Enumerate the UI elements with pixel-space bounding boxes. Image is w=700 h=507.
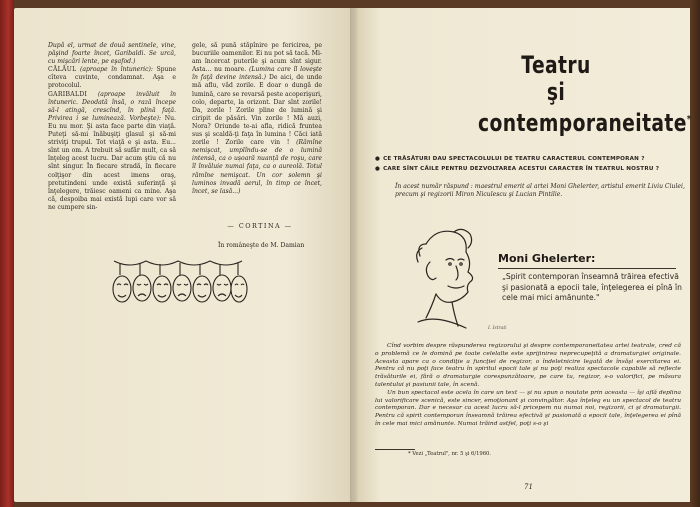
dialogue-text: De aici, de unde mă aflu, văd zorile. E doar o dungă de lumină, care se revarsă peste acoperişuri, colo, departe, la orizont. Dar sînt zorile! Da, zorile ! Zorile pline de lumină şi ciripit de păsări. Vin zorile ! Mă auzi, Nora? Oriunde te-ai afla, ridică fruntea sus şi scaldă-ţi faţa în lumina ! Căci iată zorile ! Zorile care vin ! xyxy=(192,74,322,147)
character-name: GARIBALDI xyxy=(48,90,88,98)
page-gutter xyxy=(350,8,358,502)
dialogue-text: Nu. Eu nu mor. Şi asta face parte din viaţă. Puteţi să-mi înăbuşiţi glasul şi să-mi striviţi trupul. Tot viaţă e şi asta. Eu... sînt un om. A trebuit să sufăr mult, ca să înţeleg acest lucru. Dar acum ştiu că nu sînt singur. În fiecare stradă, în fiecare colţişor din acest imens oraş, pretutindeni unde există suferinţă şi înţelegere, trăiesc oameni ca mine. Aşa că, despoiba mai există lupi care vor să ne cumpere sin- xyxy=(48,114,176,211)
left-column-b xyxy=(192,42,322,196)
title-line: Teatru xyxy=(521,51,591,79)
title-line xyxy=(478,106,692,137)
pull-quote: „Spirit contemporan înseamnă trăirea efectivă şi pasionată a epocii tale, înţelegerea ei pînă în cele mai mici amănunte." xyxy=(502,272,682,302)
dialogue-text: Spune cîteva cuvinte, condamnat. Aşa e protocolul. xyxy=(48,66,177,90)
stage-direction: (Lumina care îl loveşte în faţă devine intensă.) xyxy=(192,66,322,82)
book-binding-left xyxy=(0,0,14,507)
dialogue-garibaldi xyxy=(48,91,176,212)
stage-direction: (aproape în întuneric): xyxy=(80,66,153,74)
article-title xyxy=(478,51,692,137)
body-paragraph: Cînd vorbim despre răspunderea regizorului şi despre contemporaneitatea artei teatrale, cred că o problemă ce le domină pe toate celelalte este sprijinirea neprecupeţită a dramaturgiei originale. Aceasta apare ca o condiţie a funcţiei de regizor, o îndeletnicire legată de însăşi exercitarea ei. Pentru că nu poţi face teatru în spiritul epocii tale şi nu poţi realiza spectacole capabile să reflecte trăsăturile ei, fără o dramaturgie corespunzătoare, pe care tu, regizor, s-o valorifici, pe măsura talentului şi pasiunii tale, în scenă. xyxy=(375,343,681,388)
speaker-name: Moni Ghelerter: xyxy=(498,252,596,265)
title-footnote-mark: * xyxy=(686,114,692,125)
speaker-divider xyxy=(498,268,676,269)
portrait-sketch xyxy=(396,222,486,332)
bullet-icon: ● xyxy=(375,156,381,162)
title-text: contemporaneitate xyxy=(478,109,687,137)
curtain-line: — CORTINA — xyxy=(227,222,293,230)
article-body xyxy=(375,343,681,429)
dialogue-text: gele, să pună stăpînire pe fericirea, pe bucuriile oamenilor. Ei nu pot să tacă. Mi-am încercat puterile şi acum sînt sigur. Asta... nu moare. xyxy=(192,42,322,74)
question-2 xyxy=(375,166,685,172)
book-binding-right xyxy=(690,0,700,507)
illustrator-signature: I. Istrati xyxy=(488,326,507,331)
stage-direction: (Rămîne nemişcat, umplîndu-se de o lumină intensă, ca o ușoară nuanță de roşu, care îl învăluie numai faţa, ca o aureolă. Totul rămîne nemişcat. Un cor solemn şi luminos invadă aerul, în timp ce încet, încet, se lasă...) xyxy=(192,139,322,195)
footnote: * Vezi „Teatrul", nr. 5 şi 6/1960. xyxy=(408,451,491,457)
bullet-icon: ● xyxy=(375,166,381,172)
page-number: 71 xyxy=(524,483,533,491)
footnote-divider xyxy=(375,449,415,450)
dialogue-continued xyxy=(192,42,322,196)
question-text: CE TRĂSĂTURI DAU SPECTACOLULUI DE TEATRU CARACTERUL CONTEMPORAN ? xyxy=(383,156,645,162)
theatre-masks-illustration xyxy=(110,255,250,317)
translator-credit: În româneşte de M. Damian xyxy=(218,242,305,249)
stage-direction: După el, urmat de două sentinele, vine, păşind foarte încet, Garibaldi. Se urcă, cu mişcări lente, pe eşafod.) xyxy=(48,42,176,66)
intro-paragraph: În acest număr răspund : maestrul emerit al artei Moni Ghelerter, artistul emerit Liviu Ciulei, precum şi regizorii Miron Niculescu şi Lucian Pintilie. xyxy=(395,183,685,198)
body-paragraph: Un bun spectacol este acela în care un text — şi nu spun o noutate prin aceasta — îşi află deplina lui valorificare scenică, este sincer, emoţionant şi convingător. Aşa înţeleg eu un spectacol de teatru contemporan. Dar e necesar ca acest lucru să-l pricepem nu numai noi, regizorii, ci şi dramaturgii. Pentru că spirit contemporan înseamnă trăirea efectivă şi pasionată a epocii tale, înţelegerea ei pînă în cele mai mici amănunte. Numai trăind astfel, poţi s-o şi xyxy=(375,389,681,427)
title-line: şi xyxy=(546,78,566,106)
question-text: CARE SÎNT CĂILE PENTRU DEZVOLTAREA ACESTUI CARACTER ÎN TEATRUL NOSTRU ? xyxy=(383,166,660,172)
left-column-a xyxy=(48,42,176,212)
character-name: CĂLĂUL xyxy=(48,66,77,74)
question-1 xyxy=(375,156,685,162)
dialogue-calaul xyxy=(48,66,176,90)
stage-direction: (aproape invăluit în întuneric. Deodată însă, o rază începe să-l atingă, crescînd, în plină faţă. Privirea i se luminează. Vorbeşte): xyxy=(48,90,177,122)
